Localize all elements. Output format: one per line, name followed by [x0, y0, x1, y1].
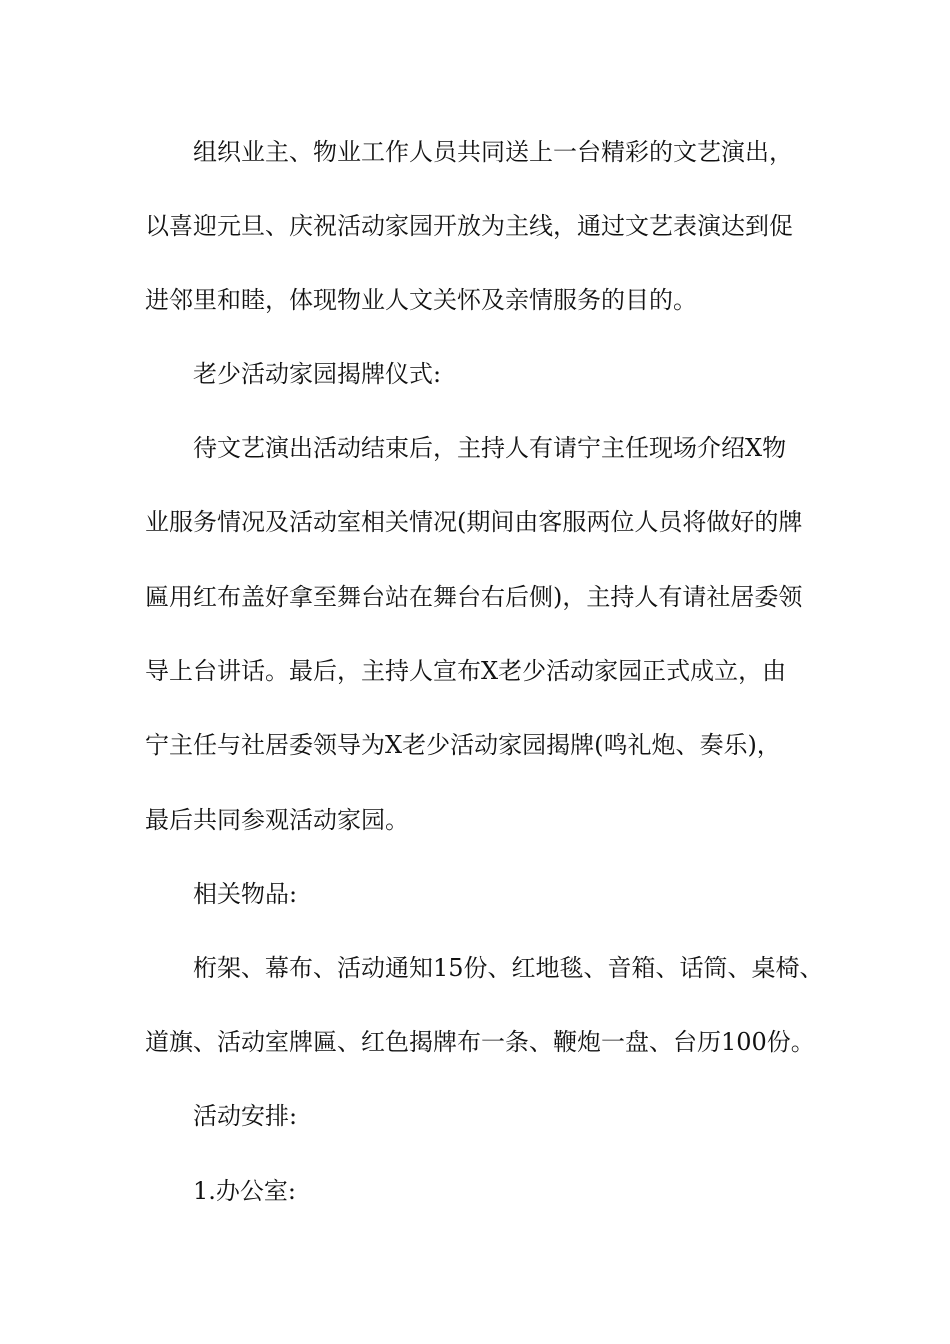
- paragraph-line: 匾用红布盖好拿至舞台站在舞台右后侧)，主持人有请社居委领: [145, 583, 803, 611]
- paragraph-line: 道旗、活动室牌匾、红色揭牌布一条、鞭炮一盘、台历100份。: [145, 1028, 815, 1056]
- section-heading: 活动安排:: [193, 1102, 298, 1130]
- paragraph-line: 最后共同参观活动家园。: [145, 806, 409, 834]
- list-item-heading: 1.办公室:: [193, 1177, 296, 1205]
- paragraph-line: 进邻里和睦，体现物业人文关怀及亲情服务的目的。: [145, 286, 697, 314]
- section-heading: 相关物品:: [193, 880, 298, 908]
- paragraph-line: 桁架、幕布、活动通知15份、红地毯、音箱、话筒、桌椅、: [193, 954, 824, 982]
- paragraph-line: 组织业主、物业工作人员共同送上一台精彩的文艺演出，: [193, 138, 793, 166]
- paragraph-line: 宁主任与社居委领导为X老少活动家园揭牌(鸣礼炮、奏乐)，: [145, 731, 781, 759]
- paragraph-line: 导上台讲话。最后，主持人宣布X老少活动家园正式成立，由: [145, 657, 787, 685]
- section-heading: 老少活动家园揭牌仪式:: [193, 360, 442, 388]
- paragraph-line: 以喜迎元旦、庆祝活动家园开放为主线，通过文艺表演达到促: [145, 212, 793, 240]
- paragraph-line: 待文艺演出活动结束后，主持人有请宁主任现场介绍X物: [193, 434, 787, 462]
- paragraph-line: 业服务情况及活动室相关情况(期间由客服两位人员将做好的牌: [145, 508, 803, 536]
